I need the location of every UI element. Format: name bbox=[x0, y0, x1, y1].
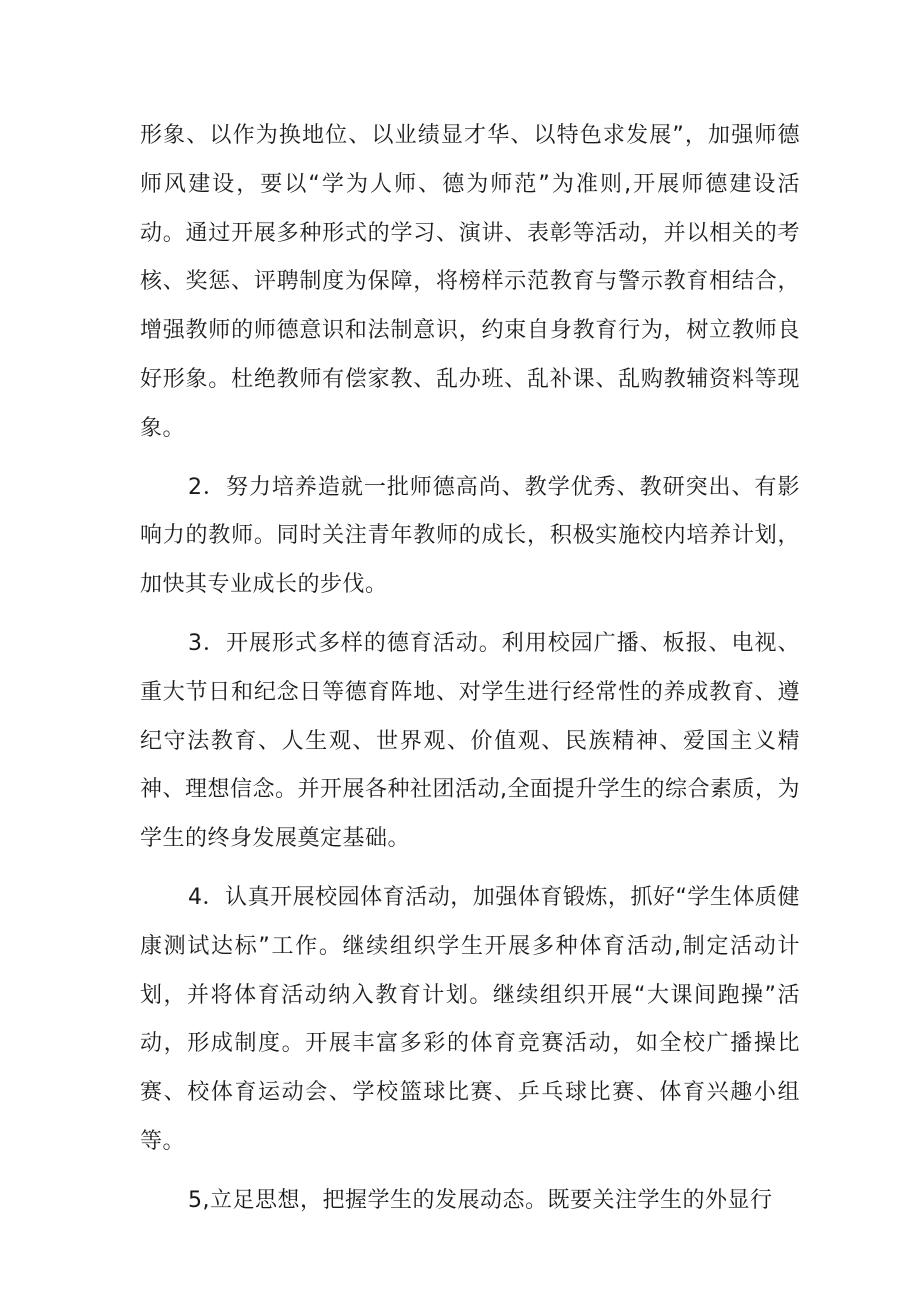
paragraph-item-4-sports-activities: 4．认真开展校园体育活动，加强体育锻炼，抓好“学生体质健康测试达标”工作。继续组织学生开展多种体育活动,制定活动计划，并将体育活动纳入教育计划。继续组织开展“大课间跑操”活动，形成制度。开展丰富多彩的体育竞赛活动，如全校广播操比赛、校体育运动会、学校篮球比赛、乒乓球比赛、体育兴趣小组等。 bbox=[140, 884, 800, 1154]
paragraph-item-3-moral-education: 3．开展形式多样的德育活动。利用校园广播、板报、电视、重大节日和纪念日等德育阵地、对学生进行经常性的养成教育、遵纪守法教育、人生观、世界观、价值观、民族精神、爱国主义精神、理想信念。并开展各种社团活动,全面提升学生的综合素质，为学生的终身发展奠定基础。 bbox=[140, 630, 800, 852]
paragraph-continued-teacher-ethics: 形象、以作为换地位、以业绩显才华、以特色求发展”，加强师德师风建设，要以“学为人师、德为师范”为准则,开展师德建设活动。通过开展多种形式的学习、演讲、表彰等活动，并以相关的考核、奖惩、评聘制度为保障，将榜样示范教育与警示教育相结合，增强教师的师德意识和法制意识，约束自身教育行为，树立教师良好形象。杜绝教师有偿家教、乱办班、乱补课、乱购教辅资料等现象。 bbox=[140, 123, 800, 441]
paragraph-item-5-student-development: 5,立足思想，把握学生的发展动态。既要关注学生的外显行 bbox=[188, 1187, 773, 1213]
document-body bbox=[140, 112, 800, 1236]
paragraph-item-2-teacher-training: 2．努力培养造就一批师德高尚、教学优秀、教研突出、有影响力的教师。同时关注青年教师的成长，积极实施校内培养计划，加快其专业成长的步伐。 bbox=[140, 474, 800, 598]
